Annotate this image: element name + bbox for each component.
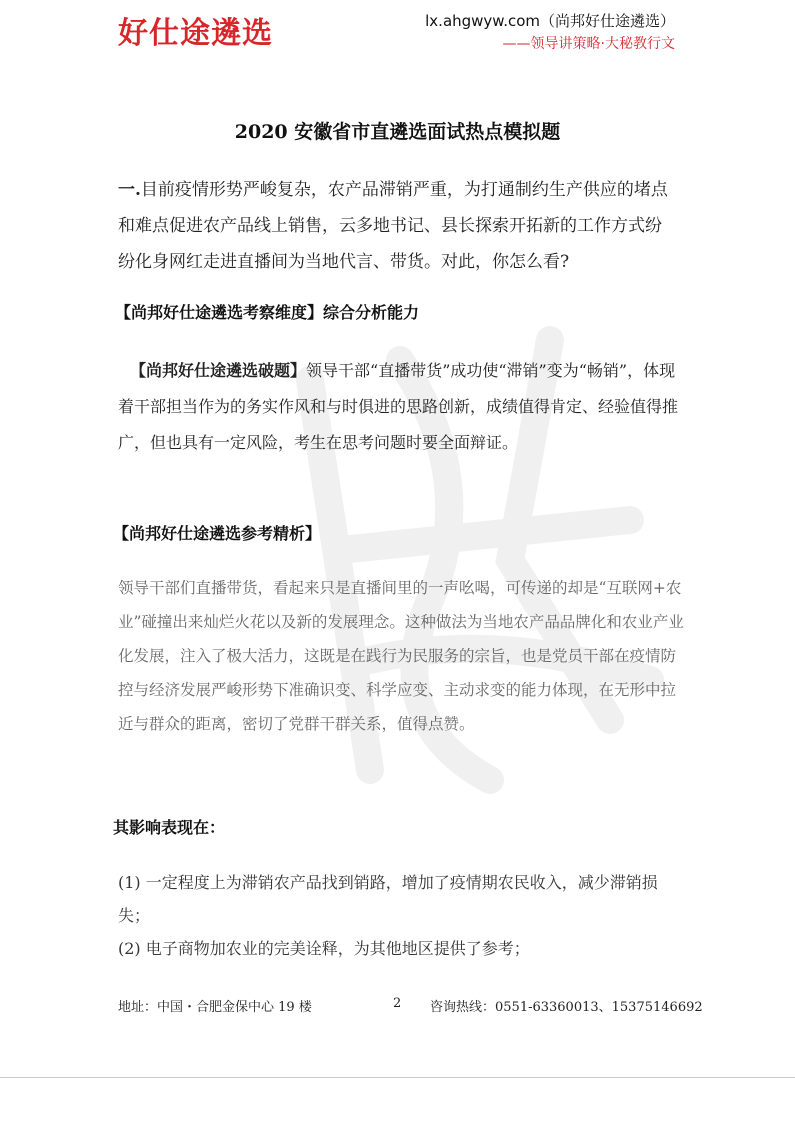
dimension-heading: 【尚邦好仕途遴选考察维度】综合分析能力 [115,303,420,322]
question-text: 目前疫情形势严峻复杂，农产品滞销严重，为打通制约生产供应的堵点和难点促进农产品线上销售，云多地书记、县长探索开拓新的工作方式纷纷化身网红走进直播间为当地代言、带货。对此，你怎么看? [118,180,668,272]
impact-list [118,866,678,965]
list-item: (1) 一定程度上为滞销农产品找到销路，增加了疫情期农民收入，减少滞销损失； [118,873,658,925]
list-item: (2) 电子商物加农业的完美诠释，为其他地区提供了参考； [118,939,530,958]
page-number: 2 [393,996,402,1011]
footer-address: 地址：中国・合肥金保中心 19 楼 [118,1000,312,1015]
analysis-label: 【尚邦好仕途遴选破题】 [130,361,307,380]
slogan: ——领导讲策略·大秘教行文 [502,36,675,52]
document-title: 2020 安徽省市直遴选面试热点模拟题 [234,121,561,143]
reference-paragraph: 领导干部们直播带货，看起来只是直播间里的一声吆喝，可传递的却是“互联网+农业”碰撞出来灿烂火花以及新的发展理念。这种做法为当地农产品品牌化和农业产业化发展，注入了极大活力，这既是在践行为民服务的宗旨，也是党员干部在疫情防控与经济发展严峻形势下准确识变、科学应变、主动求变的能力体现，在无形中拉近与群众的距离，密切了党群干群关系，值得点赞。 [118,579,684,733]
footer-hotline: 咨询热线：0551-63360013、15375146692 [430,1000,703,1015]
page-divider [0,1077,795,1078]
site-url[interactable]: lx.ahgwyw.com（尚邦好仕途遴选） [425,12,675,30]
brand-logo: 好仕途遴选 [118,16,273,51]
impact-heading: 其影响表现在： [113,818,226,837]
question-number: 一. [118,180,141,200]
reference-heading: 【尚邦好仕途遴选参考精析】 [113,524,322,543]
analysis-text: 领导干部“直播带货”成功使“滞销”变为“畅销”，体现着干部担当作为的务实作风和与时俱进的思路创新，成绩值得肯定、经验值得推广，但也具有一定风险，考生在思考问题时要全面辩证。 [118,361,679,452]
question-paragraph [118,172,678,280]
analysis-paragraph [118,353,688,461]
